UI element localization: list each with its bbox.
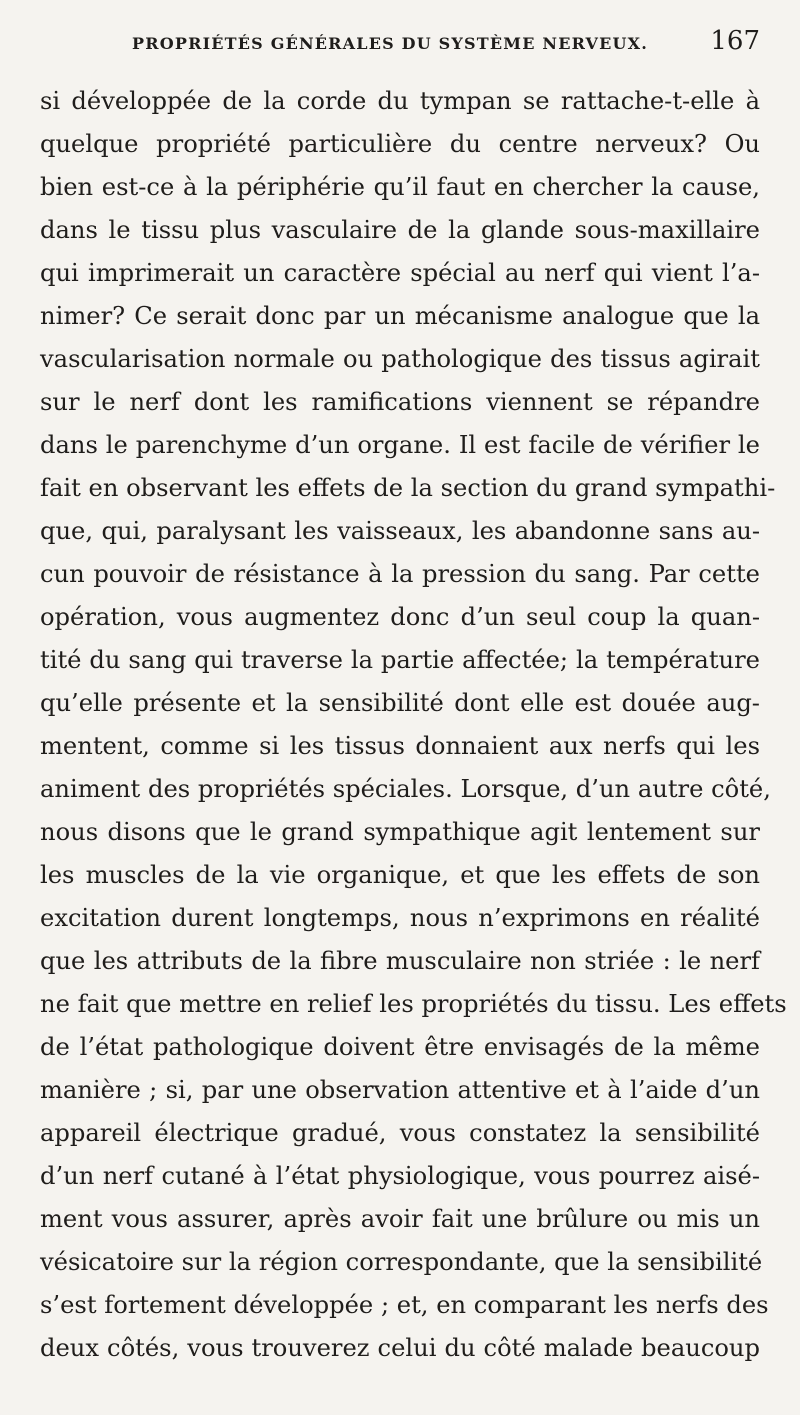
- running-title: PROPRIÉTÉS GÉNÉRALES DU SYSTÈME NERVEUX.: [132, 34, 649, 53]
- text-line: qu’elle présente et la sensibilité dont elle est douée aug-: [40, 689, 760, 717]
- text-line: fait en observant les effets de la section du grand sympathi-: [40, 474, 776, 502]
- text-line: appareil électrique gradué, vous constatez la sensibilité: [40, 1119, 760, 1147]
- text-line: manière ; si, par une observation attentive et à l’aide d’un: [40, 1076, 760, 1104]
- text-line: deux côtés, vous trouverez celui du côté malade beaucoup: [40, 1334, 760, 1362]
- text-line: vésicatoire sur la région correspondante, que la sensibilité: [40, 1248, 763, 1276]
- text-line: dans le tissu plus vasculaire de la glande sous-maxillaire: [40, 216, 760, 244]
- text-line: que les attributs de la fibre musculaire non striée : le nerf: [40, 947, 760, 975]
- text-line: de l’état pathologique doivent être envisagés de la même: [40, 1033, 760, 1061]
- text-line: nimer? Ce serait donc par un mécanisme analogue que la: [40, 302, 760, 330]
- text-line: les muscles de la vie organique, et que les effets de son: [40, 861, 760, 889]
- text-line: d’un nerf cutané à l’état physiologique, vous pourrez aisé-: [40, 1162, 760, 1190]
- text-line: nous disons que le grand sympathique agit lentement sur: [40, 818, 760, 846]
- text-line: tité du sang qui traverse la partie affectée; la température: [40, 646, 760, 674]
- text-line: s’est fortement développée ; et, en comparant les nerfs des: [40, 1291, 769, 1319]
- text-line: excitation durent longtemps, nous n’exprimons en réalité: [40, 904, 760, 932]
- text-line: vascularisation normale ou pathologique des tissus agirait: [40, 345, 760, 373]
- text-line: quelque propriété particulière du centre nerveux? Ou: [40, 130, 760, 158]
- text-line: mentent, comme si les tissus donnaient aux nerfs qui les: [40, 732, 760, 760]
- page-number: 167: [710, 26, 760, 56]
- text-line: cun pouvoir de résistance à la pression du sang. Par cette: [40, 560, 760, 588]
- running-head: [40, 26, 760, 66]
- text-line: si développée de la corde du tympan se rattache-t-elle à: [40, 87, 760, 115]
- text-line: dans le parenchyme d’un organe. Il est facile de vérifier le: [40, 431, 760, 459]
- text-line: bien est-ce à la périphérie qu’il faut en chercher la cause,: [40, 173, 760, 201]
- text-line: qui imprimerait un caractère spécial au nerf qui vient l’a-: [40, 259, 760, 287]
- text-line: ne fait que mettre en relief les propriétés du tissu. Les effets: [40, 990, 787, 1018]
- text-line: ment vous assurer, après avoir fait une brûlure ou mis un: [40, 1205, 760, 1233]
- text-line: opération, vous augmentez donc d’un seul coup la quan-: [40, 603, 760, 631]
- body-text: [40, 80, 787, 1370]
- text-line: sur le nerf dont les ramifications viennent se répandre: [40, 388, 760, 416]
- text-line: animent des propriétés spéciales. Lorsque, d’un autre côté,: [40, 775, 771, 803]
- text-line: que, qui, paralysant les vaisseaux, les abandonne sans au-: [40, 517, 760, 545]
